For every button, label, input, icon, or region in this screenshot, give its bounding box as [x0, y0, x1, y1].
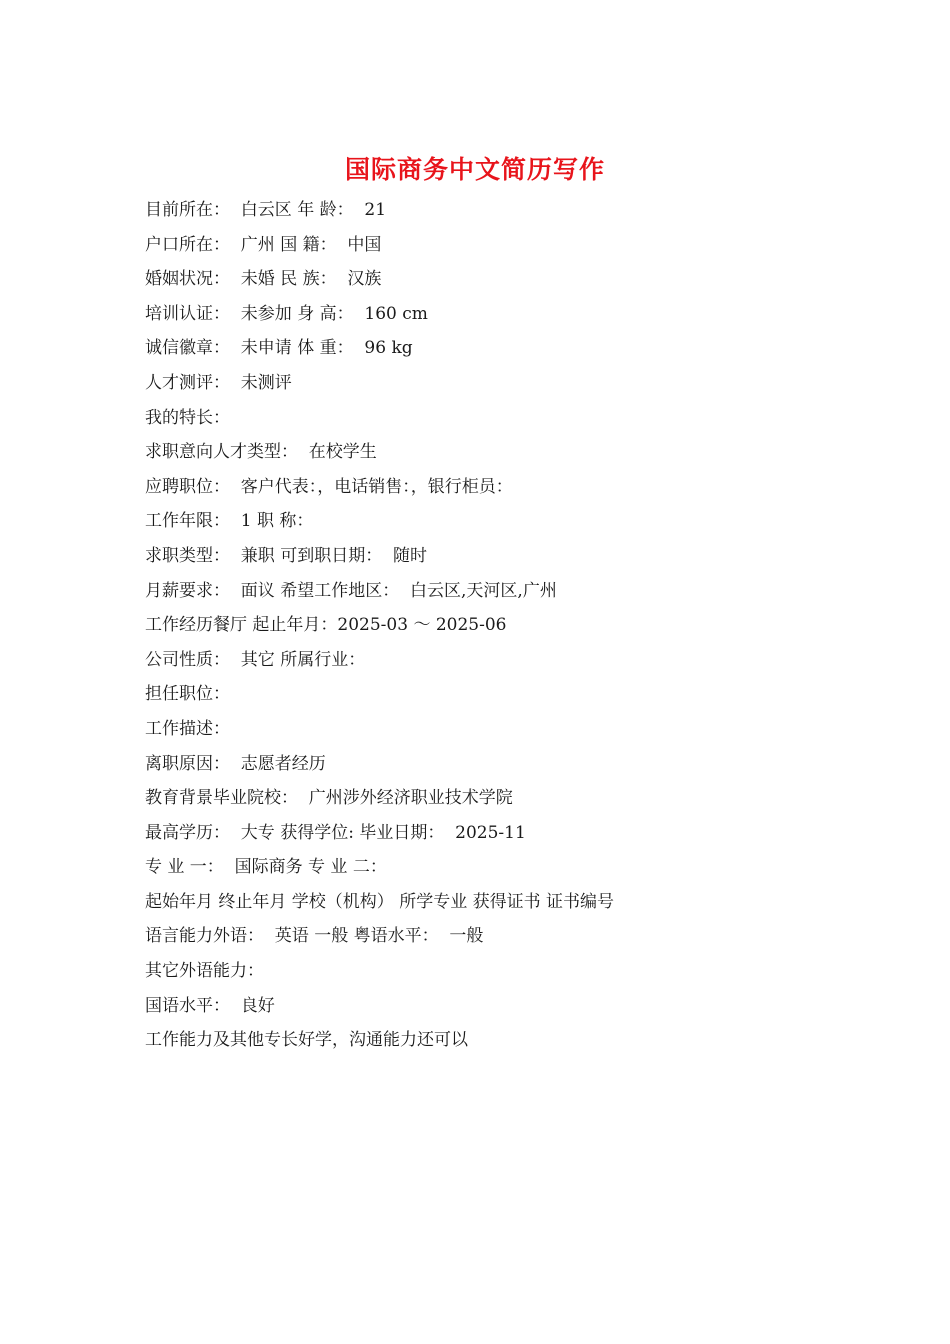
resume-line-majors: 专 业 一： 国际商务 专 业 二：	[145, 857, 387, 878]
resume-line-talent-assessment: 人才测评： 未测评	[145, 372, 292, 393]
resume-line-training-certification: 培训认证： 未参加 身 高： 160 cm	[145, 303, 428, 324]
resume-line-job-description: 工作描述：	[145, 718, 230, 739]
resume-line-applied-positions: 应聘职位： 客户代表：，电话销售：，银行柜员：	[145, 476, 513, 497]
resume-line-company-type: 公司性质： 其它 所属行业：	[145, 649, 366, 670]
resume-line-job-intention: 求职意向人才类型： 在校学生	[145, 442, 377, 463]
resume-line-highest-degree: 最高学历： 大专 获得学位: 毕业日期： 2025-11	[145, 822, 526, 843]
resume-line-mandarin-level: 国语水平： 良好	[145, 995, 275, 1016]
resume-line-language-ability: 语言能力外语： 英语 一般 粤语水平： 一般	[145, 926, 484, 947]
resume-line-education: 教育背景毕业院校： 广州涉外经济职业技术学院	[145, 788, 513, 809]
resume-line-salary: 月薪要求： 面议 希望工作地区： 白云区,天河区,广州	[145, 580, 557, 601]
resume-line-education-table-header: 起始年月 终止年月 学校（机构） 所学专业 获得证书 证书编号	[145, 891, 615, 912]
page-title: 国际商务中文简历写作	[344, 155, 605, 184]
resume-line-specialty: 我的特长：	[145, 407, 230, 428]
resume-line-work-years: 工作年限： 1 职 称：	[145, 511, 314, 532]
resume-body	[145, 196, 905, 1061]
resume-line-work-experience: 工作经历餐厅 起止年月：2025-03 ～ 2025-06	[145, 615, 507, 636]
resume-line-marital-status: 婚姻状况： 未婚 民 族： 汉族	[145, 269, 382, 290]
resume-line-integrity-badge: 诚信徽章： 未申请 体 重： 96 kg	[145, 338, 413, 359]
resume-line-position-held: 担任职位：	[145, 684, 230, 705]
resume-line-work-ability: 工作能力及其他专长好学，沟通能力还可以	[145, 1030, 468, 1051]
resume-line-job-type: 求职类型： 兼职 可到职日期： 随时	[145, 545, 428, 566]
resume-line-leaving-reason: 离职原因： 志愿者经历	[145, 753, 326, 774]
resume-line-current-location: 目前所在： 白云区 年 龄： 21	[145, 200, 387, 220]
resume-line-household-registration: 户口所在： 广州 国 籍： 中国	[145, 234, 382, 255]
resume-line-other-languages: 其它外语能力：	[145, 961, 264, 982]
